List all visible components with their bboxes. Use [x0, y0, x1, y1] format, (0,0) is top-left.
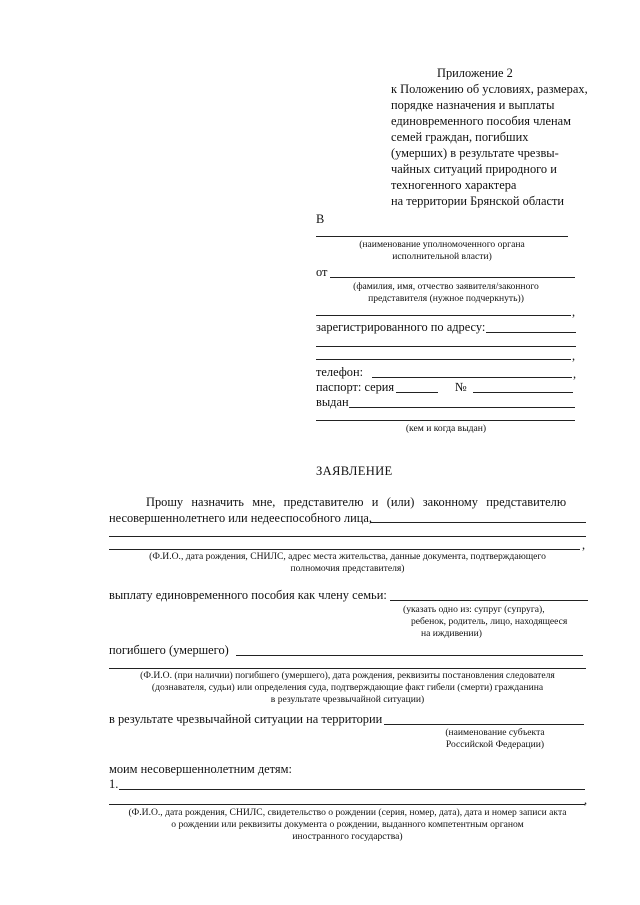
appendix-line: техногенного характера: [391, 178, 517, 192]
deceased-hint: (дознавателя, судьи) или определения суда, подтверждающие факт гибели (смерти) гражданина: [151, 682, 544, 693]
passport-series-line[interactable]: [396, 392, 438, 393]
appendix-line: на территории Брянской области: [391, 194, 565, 208]
statement-text: Прошу назначить мне, представителю и (или) законному представителю: [146, 495, 567, 509]
representative-hint: (Ф.И.О., дата рождения, СНИЛС, адрес места жительства, данные документа, подтверждающего: [149, 551, 546, 562]
region-hint: (наименование субъекта: [445, 727, 545, 738]
child-item-number: 1.: [109, 777, 119, 791]
statement-text: погибшего (умершего): [109, 643, 229, 657]
deceased-line[interactable]: [236, 655, 583, 656]
comma: ,: [582, 538, 586, 552]
child-line-2[interactable]: [109, 804, 585, 805]
comma: ,: [573, 367, 577, 381]
from-line[interactable]: [330, 277, 575, 278]
region-hint: Российской Федерации): [445, 739, 545, 750]
appendix-line: семей граждан, погибших: [391, 130, 529, 144]
deceased-hint: (Ф.И.О. (при наличии) погибшего (умершего), дата рождения, реквизиты постановления следователя: [140, 670, 555, 681]
appendix-line: порядке назначения и выплаты: [391, 98, 555, 112]
statement-text: моим несовершеннолетним детям:: [109, 762, 292, 776]
deceased-hint: в результате чрезвычайной ситуации): [270, 694, 425, 705]
deceased-line-2[interactable]: [109, 668, 586, 669]
address-line-2[interactable]: [316, 346, 576, 347]
statement-title: ЗАЯВЛЕНИЕ: [316, 464, 393, 478]
representative-line[interactable]: [370, 522, 586, 523]
children-hint: иностранного государства): [292, 831, 403, 842]
passport-label: паспорт: серия: [316, 380, 395, 394]
comma: ,: [572, 349, 576, 363]
to-hint: исполнительной власти): [392, 251, 492, 262]
statement-text: несовершеннолетнего или недееспособного лица,: [109, 511, 372, 525]
appendix-line: единовременного пособия членам: [391, 114, 571, 128]
region-line[interactable]: [384, 724, 584, 725]
appendix-line: (умерших) в результате чрезвы-: [391, 146, 559, 160]
from-line-2[interactable]: [316, 315, 571, 316]
address-line-3[interactable]: [316, 359, 571, 360]
issued-line-2[interactable]: [316, 420, 575, 421]
issued-line[interactable]: [349, 407, 575, 408]
phone-label: телефон:: [316, 365, 364, 379]
child-line-1[interactable]: [119, 789, 585, 790]
phone-line[interactable]: [372, 377, 572, 378]
appendix-line: чайных ситуаций природного и: [391, 162, 557, 176]
appendix-line: к Положению об условиях, размерах,: [391, 82, 588, 96]
representative-line-3[interactable]: [109, 549, 580, 550]
to-label: В: [316, 212, 325, 226]
from-hint: представителя (нужное подчеркнуть)): [368, 293, 524, 304]
representative-hint: полномочия представителя): [290, 563, 405, 574]
address-line-1[interactable]: [486, 332, 576, 333]
family-member-hint: (указать одно из: супруг (супруга),: [403, 604, 545, 615]
registered-label: зарегистрированного по адресу:: [316, 320, 486, 334]
appendix-title: Приложение 2: [437, 66, 513, 80]
from-label: от: [316, 265, 328, 279]
statement-text: в результате чрезвычайной ситуации на территории: [109, 712, 383, 726]
comma: ,: [584, 793, 588, 807]
issued-label: выдан: [316, 395, 349, 409]
family-member-hint: ребенок, родитель, лицо, находящееся: [411, 616, 568, 627]
family-member-line[interactable]: [390, 600, 588, 601]
comma: ,: [572, 305, 576, 319]
issued-hint: (кем и когда выдан): [405, 423, 487, 434]
to-line[interactable]: [316, 236, 568, 237]
passport-number-label: №: [455, 380, 467, 394]
children-hint: о рождении или реквизиты документа о рождении, выданного компетентным органом: [171, 819, 524, 830]
representative-line-2[interactable]: [109, 536, 586, 537]
to-hint: (наименование уполномоченного органа: [359, 239, 525, 250]
passport-number-line[interactable]: [473, 392, 573, 393]
children-hint: (Ф.И.О., дата рождения, СНИЛС, свидетельство о рождении (серия, номер, дата), дата и номер записи акта: [128, 807, 567, 818]
family-member-hint: на иждивении): [421, 628, 482, 639]
from-hint: (фамилия, имя, отчество заявителя/законного: [353, 281, 539, 292]
statement-text: выплату единовременного пособия как члену семьи:: [109, 588, 387, 602]
